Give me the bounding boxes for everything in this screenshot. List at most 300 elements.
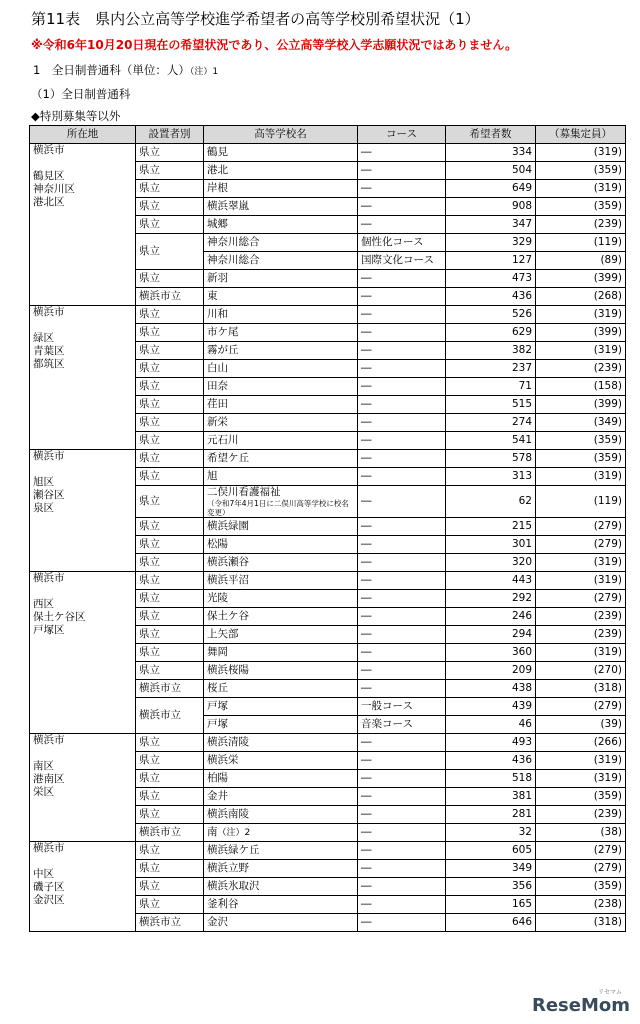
capacity-cell: (279) xyxy=(536,698,626,716)
area-line: 横浜市 xyxy=(33,734,65,746)
count-cell: 439 xyxy=(446,698,536,716)
school-cell xyxy=(204,414,358,432)
count-cell: 541 xyxy=(446,432,536,450)
count-cell: 215 xyxy=(446,518,536,536)
table-row xyxy=(30,450,626,468)
owner-cell: 県立 xyxy=(136,644,204,662)
course-cell: ― xyxy=(358,842,446,860)
capacity-cell: (239) xyxy=(536,608,626,626)
school-name: 横浜桜陽 xyxy=(207,664,249,676)
owner-cell: 県立 xyxy=(136,306,204,324)
school-name: 新栄 xyxy=(207,416,228,428)
count-cell: 209 xyxy=(446,662,536,680)
school-cell xyxy=(204,716,358,734)
school-name: 城郷 xyxy=(207,218,228,230)
capacity-cell: (319) xyxy=(536,342,626,360)
count-cell: 381 xyxy=(446,788,536,806)
table-row xyxy=(30,734,626,752)
school-name: 東 xyxy=(207,290,218,302)
area-line: 保土ケ谷区 xyxy=(33,611,86,623)
school-cell xyxy=(204,824,358,842)
section-note: （注）1 xyxy=(189,67,219,77)
capacity-cell: (399) xyxy=(536,270,626,288)
area-line: 旭区 xyxy=(33,476,54,488)
area-line: 港南区 xyxy=(33,773,65,785)
capacity-cell: (279) xyxy=(536,518,626,536)
school-name: 舞岡 xyxy=(207,646,228,658)
capacity-cell: (279) xyxy=(536,842,626,860)
course-cell: ― xyxy=(358,162,446,180)
course-cell: ― xyxy=(358,360,446,378)
owner-cell: 県立 xyxy=(136,468,204,486)
owner-cell: 県立 xyxy=(136,162,204,180)
school-name: 柏陽 xyxy=(207,772,228,784)
owner-cell: 県立 xyxy=(136,180,204,198)
count-cell: 292 xyxy=(446,590,536,608)
header-school: 高等学校名 xyxy=(204,126,358,144)
capacity-cell: (359) xyxy=(536,878,626,896)
owner-cell: 県立 xyxy=(136,878,204,896)
course-cell: ― xyxy=(358,770,446,788)
owner-cell: 県立 xyxy=(136,270,204,288)
capacity-cell: (319) xyxy=(536,306,626,324)
capacity-cell: (319) xyxy=(536,144,626,162)
area-line: 横浜市 xyxy=(33,842,65,854)
capacity-cell: (158) xyxy=(536,378,626,396)
school-name: 元石川 xyxy=(207,434,239,446)
area-line: 都筑区 xyxy=(33,358,65,370)
count-cell: 473 xyxy=(446,270,536,288)
course-cell: ― xyxy=(358,734,446,752)
area-line: 磯子区 xyxy=(33,881,65,893)
course-cell: ― xyxy=(358,378,446,396)
course-cell: ― xyxy=(358,536,446,554)
count-cell: 246 xyxy=(446,608,536,626)
school-rename-note: （令和7年4月1日に二俣川高等学校に校名変更） xyxy=(207,499,349,517)
school-name: 市ケ尾 xyxy=(207,326,239,338)
owner-cell: 県立 xyxy=(136,554,204,572)
area-line: 港北区 xyxy=(33,196,65,208)
school-name: 保土ケ谷 xyxy=(207,610,249,622)
school-name: 横浜南陵 xyxy=(207,808,249,820)
capacity-cell: (239) xyxy=(536,626,626,644)
count-cell: 436 xyxy=(446,752,536,770)
area-line: 横浜市 xyxy=(33,450,65,462)
school-cell xyxy=(204,626,358,644)
course-cell: ― xyxy=(358,572,446,590)
owner-cell: 県立 xyxy=(136,626,204,644)
course-cell: ― xyxy=(358,396,446,414)
area-line: 横浜市 xyxy=(33,306,65,318)
course-cell: ― xyxy=(358,662,446,680)
capacity-cell: (89) xyxy=(536,252,626,270)
count-cell: 649 xyxy=(446,180,536,198)
course-cell: 音楽コース xyxy=(358,716,446,734)
count-cell: 515 xyxy=(446,396,536,414)
owner-cell: 県立 xyxy=(136,324,204,342)
logo-text: ReseMom xyxy=(531,995,630,1016)
area-line: 鶴見区 xyxy=(33,170,65,182)
school-cell xyxy=(204,162,358,180)
area-cell xyxy=(30,306,136,450)
school-cell xyxy=(204,180,358,198)
count-cell: 313 xyxy=(446,468,536,486)
school-name: 二俣川看護福祉 xyxy=(207,486,281,498)
school-cell xyxy=(204,680,358,698)
school-name: 松陽 xyxy=(207,538,228,550)
school-cell xyxy=(204,486,358,518)
school-cell xyxy=(204,788,358,806)
school-cell xyxy=(204,698,358,716)
capacity-cell: (239) xyxy=(536,216,626,234)
school-cell xyxy=(204,806,358,824)
school-cell xyxy=(204,770,358,788)
course-cell: ― xyxy=(358,590,446,608)
school-name: 横浜氷取沢 xyxy=(207,880,260,892)
area-cell xyxy=(30,572,136,734)
count-cell: 356 xyxy=(446,878,536,896)
course-cell: ― xyxy=(358,432,446,450)
school-cell xyxy=(204,734,358,752)
school-cell xyxy=(204,662,358,680)
capacity-cell: (318) xyxy=(536,914,626,932)
header-count: 希望者数 xyxy=(446,126,536,144)
course-cell: ― xyxy=(358,554,446,572)
owner-cell: 県立 xyxy=(136,662,204,680)
school-cell xyxy=(204,590,358,608)
owner-cell: 県立 xyxy=(136,144,204,162)
count-cell: 281 xyxy=(446,806,536,824)
school-name: 川和 xyxy=(207,308,228,320)
section-heading-1 xyxy=(33,62,218,78)
school-name: 上矢部 xyxy=(207,628,239,640)
school-name: 横浜平沼 xyxy=(207,574,249,586)
school-name: 南 xyxy=(207,825,218,838)
area-line: 栄区 xyxy=(33,786,54,798)
school-name: 戸塚 xyxy=(207,700,228,712)
capacity-cell: (319) xyxy=(536,770,626,788)
course-cell: ― xyxy=(358,468,446,486)
count-cell: 237 xyxy=(446,360,536,378)
count-cell: 329 xyxy=(446,234,536,252)
count-cell: 71 xyxy=(446,378,536,396)
school-name: 横浜立野 xyxy=(207,862,249,874)
capacity-cell: (279) xyxy=(536,860,626,878)
school-cell xyxy=(204,144,358,162)
course-cell: ― xyxy=(358,608,446,626)
school-cell xyxy=(204,914,358,932)
area-line: 金沢区 xyxy=(33,894,65,906)
school-cell xyxy=(204,572,358,590)
school-name: 横浜緑園 xyxy=(207,520,249,532)
school-cell xyxy=(204,234,358,252)
owner-cell: 県立 xyxy=(136,432,204,450)
area-line: 中区 xyxy=(33,868,54,880)
owner-cell: 県立 xyxy=(136,518,204,536)
count-cell: 127 xyxy=(446,252,536,270)
course-cell: ― xyxy=(358,342,446,360)
area-line: 神奈川区 xyxy=(33,183,75,195)
owner-cell: 県立 xyxy=(136,896,204,914)
owner-cell: 県立 xyxy=(136,234,204,270)
course-cell: ― xyxy=(358,270,446,288)
area-line: 南区 xyxy=(33,760,54,772)
school-name: 釜利谷 xyxy=(207,898,239,910)
capacity-cell: (38) xyxy=(536,824,626,842)
school-name: 神奈川総合 xyxy=(207,254,260,266)
capacity-cell: (359) xyxy=(536,162,626,180)
course-cell: ― xyxy=(358,144,446,162)
owner-cell: 横浜市立 xyxy=(136,824,204,842)
capacity-cell: (318) xyxy=(536,680,626,698)
count-cell: 32 xyxy=(446,824,536,842)
course-cell: ― xyxy=(358,486,446,518)
owner-cell: 県立 xyxy=(136,806,204,824)
page-title: 第11表 県内公立高等学校進学希望者の高等学校別希望状況（1） xyxy=(31,10,480,28)
school-cell xyxy=(204,360,358,378)
area-line xyxy=(33,585,132,598)
school-name: 横浜瀬谷 xyxy=(207,556,249,568)
school-cell xyxy=(204,288,358,306)
school-name: 横浜緑ケ丘 xyxy=(207,844,260,856)
area-cell xyxy=(30,734,136,842)
resemom-logo xyxy=(531,989,630,1016)
area-line xyxy=(33,855,132,868)
count-cell: 629 xyxy=(446,324,536,342)
owner-cell: 県立 xyxy=(136,342,204,360)
notice-text: ※令和6年10月20日現在の希望状況であり、公立高等学校入学志願状況ではありません。 xyxy=(31,38,518,52)
school-name: 荏田 xyxy=(207,398,228,410)
area-cell xyxy=(30,450,136,572)
capacity-cell: (399) xyxy=(536,324,626,342)
capacity-cell: (266) xyxy=(536,734,626,752)
school-footnote: （注）2 xyxy=(217,827,251,838)
owner-cell: 横浜市立 xyxy=(136,914,204,932)
capacity-cell: (319) xyxy=(536,644,626,662)
count-cell: 320 xyxy=(446,554,536,572)
table-row xyxy=(30,306,626,324)
owner-cell: 県立 xyxy=(136,752,204,770)
owner-cell: 県立 xyxy=(136,608,204,626)
capacity-cell: (279) xyxy=(536,536,626,554)
capacity-cell: (279) xyxy=(536,590,626,608)
header-area: 所在地 xyxy=(30,126,136,144)
owner-cell: 県立 xyxy=(136,450,204,468)
area-line xyxy=(33,157,132,170)
header-course: コース xyxy=(358,126,446,144)
owner-cell: 県立 xyxy=(136,860,204,878)
course-cell: ― xyxy=(358,450,446,468)
area-cell xyxy=(30,842,136,932)
owner-cell: 県立 xyxy=(136,590,204,608)
course-cell: ― xyxy=(358,824,446,842)
area-line xyxy=(33,319,132,332)
school-name: 光陵 xyxy=(207,592,228,604)
count-cell: 646 xyxy=(446,914,536,932)
owner-cell: 県立 xyxy=(136,378,204,396)
school-cell xyxy=(204,270,358,288)
school-name: 横浜清陵 xyxy=(207,736,249,748)
school-cell xyxy=(204,860,358,878)
school-cell xyxy=(204,518,358,536)
owner-cell: 県立 xyxy=(136,360,204,378)
area-line: 緑区 xyxy=(33,332,54,344)
count-cell: 347 xyxy=(446,216,536,234)
count-cell: 504 xyxy=(446,162,536,180)
owner-cell: 横浜市立 xyxy=(136,680,204,698)
owner-cell: 県立 xyxy=(136,770,204,788)
course-cell: 個性化コース xyxy=(358,234,446,252)
capacity-cell: (399) xyxy=(536,396,626,414)
owner-cell: 県立 xyxy=(136,536,204,554)
table-body xyxy=(30,144,626,932)
capacity-cell: (270) xyxy=(536,662,626,680)
owner-cell: 県立 xyxy=(136,216,204,234)
school-name: 新羽 xyxy=(207,272,228,284)
area-line: 瀬谷区 xyxy=(33,489,65,501)
school-cell xyxy=(204,554,358,572)
course-cell: ― xyxy=(358,288,446,306)
school-cell xyxy=(204,198,358,216)
count-cell: 46 xyxy=(446,716,536,734)
count-cell: 605 xyxy=(446,842,536,860)
course-cell: ― xyxy=(358,198,446,216)
capacity-cell: (319) xyxy=(536,468,626,486)
area-line: 横浜市 xyxy=(33,572,65,584)
school-name: 田奈 xyxy=(207,380,228,392)
section-heading-1-text: 1 全日制普通科（単位：人） xyxy=(33,63,190,77)
count-cell: 360 xyxy=(446,644,536,662)
owner-cell: 県立 xyxy=(136,734,204,752)
section-heading-3: ◆特別募集等以外 xyxy=(31,109,121,123)
area-cell xyxy=(30,144,136,306)
count-cell: 62 xyxy=(446,486,536,518)
course-cell: ― xyxy=(358,680,446,698)
area-line: 戸塚区 xyxy=(33,624,65,636)
count-cell: 908 xyxy=(446,198,536,216)
capacity-cell: (319) xyxy=(536,554,626,572)
school-cell xyxy=(204,842,358,860)
course-cell: ― xyxy=(358,878,446,896)
owner-cell: 県立 xyxy=(136,788,204,806)
header-capacity: （募集定員） xyxy=(536,126,626,144)
capacity-cell: (319) xyxy=(536,572,626,590)
school-name: 桜丘 xyxy=(207,682,228,694)
capacity-cell: (349) xyxy=(536,414,626,432)
count-cell: 518 xyxy=(446,770,536,788)
count-cell: 438 xyxy=(446,680,536,698)
area-line: 泉区 xyxy=(33,502,54,514)
course-cell: 国際文化コース xyxy=(358,252,446,270)
count-cell: 436 xyxy=(446,288,536,306)
owner-cell: 県立 xyxy=(136,198,204,216)
logo-kana: リセマム xyxy=(598,989,622,996)
school-cell xyxy=(204,644,358,662)
school-table xyxy=(29,125,626,932)
count-cell: 349 xyxy=(446,860,536,878)
school-cell xyxy=(204,324,358,342)
school-name: 横浜栄 xyxy=(207,754,239,766)
area-line: 青葉区 xyxy=(33,345,65,357)
school-cell xyxy=(204,878,358,896)
course-cell: 一般コース xyxy=(358,698,446,716)
section-heading-2: （1）全日制普通科 xyxy=(31,87,131,101)
school-cell xyxy=(204,536,358,554)
course-cell: ― xyxy=(358,788,446,806)
school-name: 戸塚 xyxy=(207,718,228,730)
course-cell: ― xyxy=(358,518,446,536)
count-cell: 578 xyxy=(446,450,536,468)
table-header-row xyxy=(30,126,626,144)
course-cell: ― xyxy=(358,644,446,662)
capacity-cell: (239) xyxy=(536,360,626,378)
area-line: 西区 xyxy=(33,598,54,610)
school-cell xyxy=(204,896,358,914)
capacity-cell: (359) xyxy=(536,450,626,468)
school-cell xyxy=(204,396,358,414)
school-cell xyxy=(204,252,358,270)
count-cell: 493 xyxy=(446,734,536,752)
capacity-cell: (238) xyxy=(536,896,626,914)
school-cell xyxy=(204,450,358,468)
count-cell: 294 xyxy=(446,626,536,644)
school-name: 旭 xyxy=(207,470,218,482)
count-cell: 334 xyxy=(446,144,536,162)
school-cell xyxy=(204,216,358,234)
course-cell: ― xyxy=(358,896,446,914)
school-name: 白山 xyxy=(207,362,228,374)
count-cell: 526 xyxy=(446,306,536,324)
owner-cell: 県立 xyxy=(136,572,204,590)
course-cell: ― xyxy=(358,306,446,324)
course-cell: ― xyxy=(358,752,446,770)
school-name: 神奈川総合 xyxy=(207,236,260,248)
header-owner: 設置者別 xyxy=(136,126,204,144)
capacity-cell: (239) xyxy=(536,806,626,824)
course-cell: ― xyxy=(358,806,446,824)
school-name: 鶴見 xyxy=(207,146,228,158)
count-cell: 165 xyxy=(446,896,536,914)
owner-cell: 県立 xyxy=(136,396,204,414)
school-name: 岸根 xyxy=(207,182,228,194)
table-row xyxy=(30,842,626,860)
count-cell: 443 xyxy=(446,572,536,590)
count-cell: 274 xyxy=(446,414,536,432)
school-name: 霧が丘 xyxy=(207,344,239,356)
capacity-cell: (359) xyxy=(536,432,626,450)
course-cell: ― xyxy=(358,180,446,198)
course-cell: ― xyxy=(358,414,446,432)
owner-cell: 横浜市立 xyxy=(136,698,204,734)
school-cell xyxy=(204,468,358,486)
area-line xyxy=(33,747,132,760)
course-cell: ― xyxy=(358,216,446,234)
course-cell: ― xyxy=(358,860,446,878)
school-cell xyxy=(204,608,358,626)
owner-cell: 横浜市立 xyxy=(136,288,204,306)
capacity-cell: (119) xyxy=(536,234,626,252)
capacity-cell: (39) xyxy=(536,716,626,734)
capacity-cell: (268) xyxy=(536,288,626,306)
course-cell: ― xyxy=(358,626,446,644)
school-name: 横浜翠嵐 xyxy=(207,200,249,212)
school-cell xyxy=(204,378,358,396)
course-cell: ― xyxy=(358,324,446,342)
school-cell xyxy=(204,306,358,324)
area-line xyxy=(33,463,132,476)
course-cell: ― xyxy=(358,914,446,932)
table-row xyxy=(30,572,626,590)
